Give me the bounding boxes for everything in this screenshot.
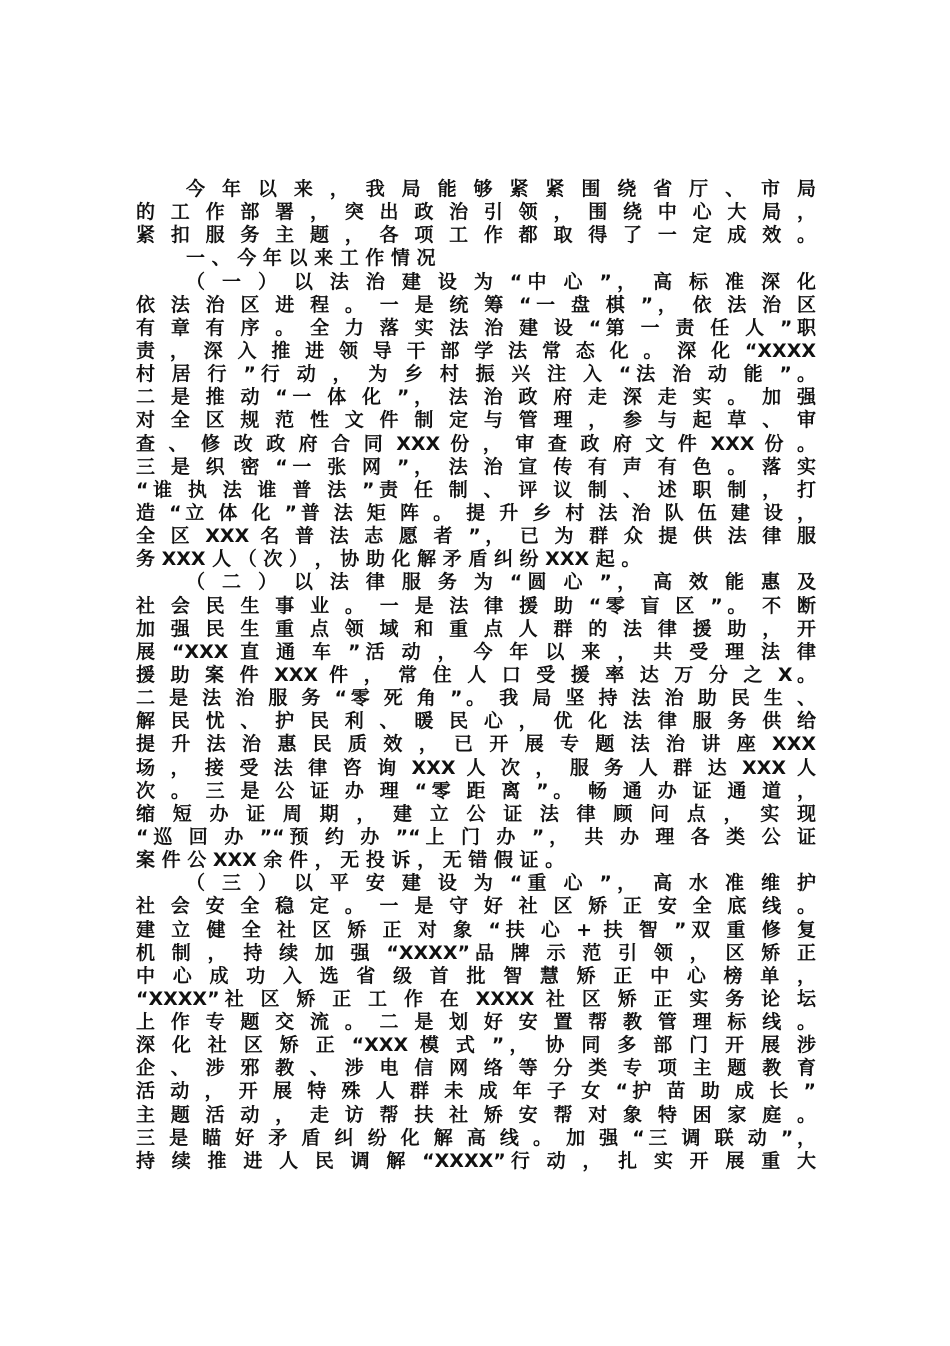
subsection-1-line-7: 对 全 区 规 范 性 文 件 制 定 与 管 理 ， 参 与 起 草 、 审 xyxy=(136,409,816,432)
subsection-2-line-2: 社 会 民 生 事 业 。 一 是 法 律 援 助 “零 盲 区 ”。 不 断 xyxy=(136,594,816,617)
subsection-1-line-1: （ 一 ） 以 法 治 建 设 为 “中 心 ”， 高 标 准 深 化 xyxy=(186,270,816,293)
subsection-1-line-8: 查 、 修 改 政 府 合 同 XXX 份 ， 审 查 政 府 文 件 XXX 份 。 xyxy=(136,432,816,455)
subsection-2-line-10: 次 。 三 是 公 证 办 理 “零 距 离 ”。 畅 通 办 证 通 道 ， xyxy=(136,779,816,802)
subsection-1-line-5: 村 居 行 ”行 动 ， 为 乡 村 振 兴 注 入 “法 治 动 能 ”。 xyxy=(136,363,816,386)
subsection-3-line-7: 上 作 专 题 交 流 。 二 是 划 好 安 置 帮 教 管 理 标 线 。 xyxy=(136,1011,816,1034)
subsection-2-line-9: 场 ， 接 受 法 律 咨 询 XXX 人 次 ， 服 务 人 群 达 XXX 人 xyxy=(136,756,816,779)
subsection-3-line-2: 社 会 安 全 稳 定 。 一 是 守 好 社 区 矫 正 安 全 底 线 。 xyxy=(136,895,816,918)
subsection-3-line-1: （ 三 ） 以 平 安 建 设 为 “重 心 ”， 高 水 准 维 护 xyxy=(186,872,816,895)
subsection-3-line-6: “XXXX”社 区 矫 正 工 作 在 XXXX 社 区 矫 正 实 务 论 坛 xyxy=(136,987,816,1010)
section-heading-1: 一 、 今 年 以 来 工 作 情 况 xyxy=(186,247,436,270)
subsection-3-line-3: 建 立 健 全 社 区 矫 正 对 象 “扶 心 + 扶 智 ”双 重 修 复 xyxy=(136,918,816,941)
subsection-2-line-3: 加 强 民 生 重 点 领 域 和 重 点 人 群 的 法 律 援 助 ， 开 xyxy=(136,617,816,640)
subsection-1-line-6: 二 是 推 动 “一 体 化 ”， 法 治 政 府 走 深 走 实 。 加 强 xyxy=(136,386,816,409)
subsection-1-line-3: 有 章 有 序 。 全 力 落 实 法 治 建 设 “第 一 责 任 人 ”职 xyxy=(136,316,816,339)
subsection-1-line-2: 依 法 治 区 进 程 。 一 是 统 筹 “一 盘 棋 ”， 依 法 治 区 xyxy=(136,293,816,316)
subsection-2-line-11: 缩 短 办 证 周 期 ， 建 立 公 证 法 律 顾 问 点 ， 实 现 xyxy=(136,802,816,825)
subsection-2-line-7: 解 民 忧 、 护 民 利 、 暖 民 心 ， 优 化 法 律 服 务 供 给 xyxy=(136,710,816,733)
subsection-3-line-9: 企 、 涉 邪 教 、 涉 电 信 网 络 等 分 类 专 项 主 题 教 育 xyxy=(136,1057,816,1080)
subsection-1-line-9: 三 是 织 密 “一 张 网 ”， 法 治 宣 传 有 声 有 色 。 落 实 xyxy=(136,455,816,478)
paragraph-intro-line-2: 的 工 作 部 署 ， 突 出 政 治 引 领 ， 围 绕 中 心 大 局 ， xyxy=(136,201,816,224)
subsection-1-line-12: 全 区 XXX 名 普 法 志 愿 者 ”， 已 为 群 众 提 供 法 律 服 xyxy=(136,525,816,548)
subsection-2-line-4: 展 “XXX 直 通 车 ”活 动 ， 今 年 以 来 ， 共 受 理 法 律 xyxy=(136,640,816,663)
subsection-2-line-13: 案 件 公 XXX 余 件 ， 无 投 诉 ， 无 错 假 证 。 xyxy=(136,849,565,872)
subsection-1-line-4: 责 ， 深 入 推 进 领 导 干 部 学 法 常 态 化 。 深 化 “XXXX xyxy=(136,339,816,362)
subsection-2-line-12: “巡 回 办 ”“预 约 办 ”“上 门 办 ”， 共 办 理 各 类 公 证 xyxy=(136,825,816,848)
subsection-2-line-5: 援 助 案 件 XXX 件 ， 常 住 人 口 受 援 率 达 万 分 之 X。 xyxy=(136,663,816,686)
paragraph-intro-line-1: 今 年 以 来 ， 我 局 能 够 紧 紧 围 绕 省 厅 、 市 局 xyxy=(186,178,816,200)
subsection-3-line-8: 深 化 社 区 矫 正 “XXX 模 式 ”， 协 同 多 部 门 开 展 涉 xyxy=(136,1034,816,1057)
subsection-2-line-6: 二 是 法 治 服 务 “零 死 角 ”。 我 局 坚 持 法 治 助 民 生 、 xyxy=(136,687,816,710)
subsection-2-line-8: 提 升 法 治 惠 民 质 效 ， 已 开 展 专 题 法 治 讲 座 XXX xyxy=(136,733,816,756)
subsection-1-line-10: “谁 执 法 谁 普 法 ”责 任 制 、 评 议 制 、 述 职 制 ， 打 xyxy=(136,478,816,501)
paragraph-intro-line-3: 紧 扣 服 务 主 题 ， 各 项 工 作 都 取 得 了 一 定 成 效 。 xyxy=(136,224,816,247)
subsection-3-line-11: 主 题 活 动 ， 走 访 帮 扶 社 矫 安 帮 对 象 特 困 家 庭 。 xyxy=(136,1103,816,1126)
body-text xyxy=(136,178,816,1173)
subsection-3-line-13: 持 续 推 进 人 民 调 解 “XXXX”行 动 ， 扎 实 开 展 重 大 xyxy=(136,1149,816,1172)
subsection-1-line-11: 造 “立 体 化 ”普 法 矩 阵 。 提 升 乡 村 法 治 队 伍 建 设 ， xyxy=(136,501,816,524)
subsection-3-line-5: 中 心 成 功 入 选 省 级 首 批 智 慧 矫 正 中 心 榜 单 ， xyxy=(136,964,816,987)
subsection-3-line-12: 三 是 瞄 好 矛 盾 纠 纷 化 解 高 线 。 加 强 “三 调 联 动 ”， xyxy=(136,1126,816,1149)
subsection-3-line-4: 机 制 ， 持 续 加 强 “XXXX”品 牌 示 范 引 领 ， 区 矫 正 xyxy=(136,941,816,964)
subsection-2-line-1: （ 二 ） 以 法 律 服 务 为 “圆 心 ”， 高 效 能 惠 及 xyxy=(186,571,816,594)
subsection-3-line-10: 活 动 ， 开 展 特 殊 人 群 未 成 年 子 女 “护 苗 助 成 长 ” xyxy=(136,1080,816,1103)
subsection-1-line-13: 务 XXX 人 （ 次 ） ， 协 助 化 解 矛 盾 纠 纷 XXX 起 。 xyxy=(136,548,641,571)
